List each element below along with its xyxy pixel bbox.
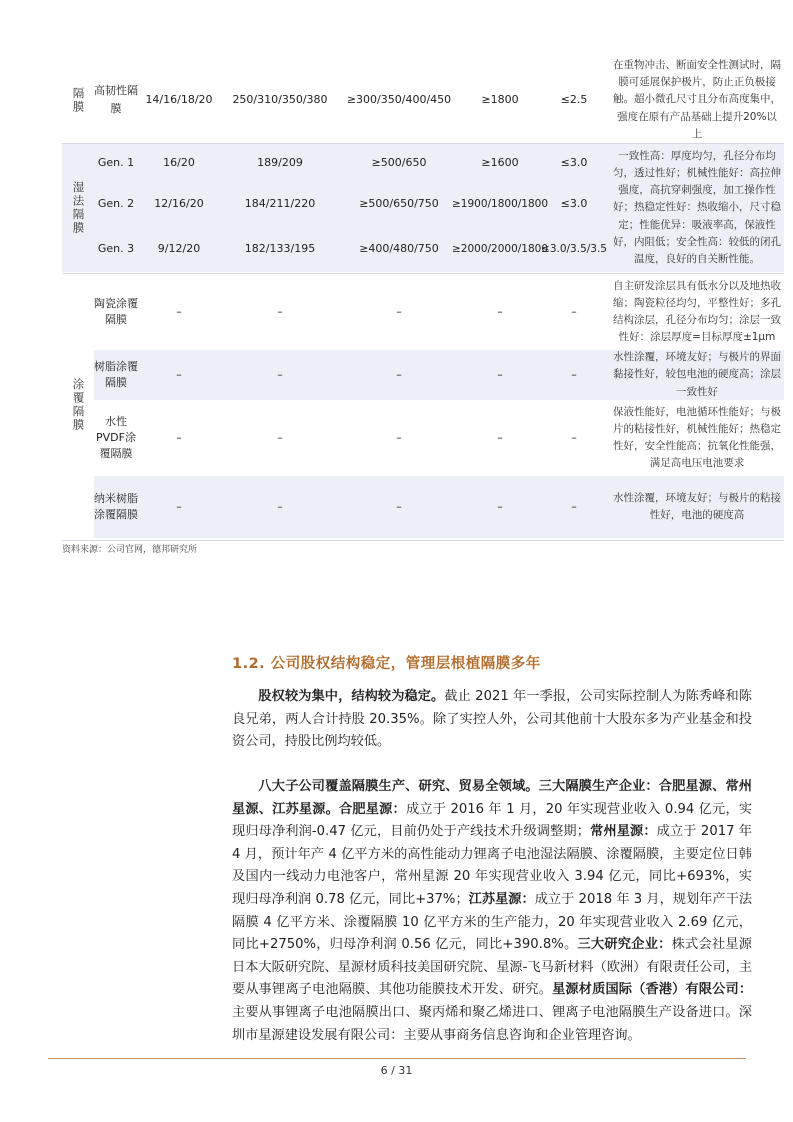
shrinkage: ≤3.0 (560, 197, 588, 210)
paragraph-text: 成立于 2016 年 1 月，20 年实现营业收入 0.94 亿元，实现归母净利润-0.47 亿元，目前仍处于产线技术升级调整期； (232, 801, 753, 840)
subsidiary-group: 三大研究企业： (577, 937, 672, 953)
group-label: 涂覆隔膜 (71, 378, 86, 432)
thickness: – (176, 431, 182, 444)
product-name: Gen. 3 (97, 242, 135, 255)
product-name: 陶瓷涂覆隔膜 (94, 297, 138, 326)
page-number: 6 / 31 (380, 1064, 413, 1077)
row-divider (62, 143, 784, 144)
shrinkage: – (571, 431, 577, 444)
thickness: 16/20 (163, 156, 195, 169)
paragraph-lead: 股权较为集中，结构较为稳定。 (258, 689, 445, 704)
thickness: 12/16/20 (154, 197, 204, 210)
puncture-strength: ≥1600 (481, 156, 519, 169)
feature-description: 自主研发涂层具有低水分以及地热收缩；陶瓷粒径均匀，平整性好；多孔结构涂层，孔径分布均匀；涂层一致性好：涂层厚度=目标厚度±1μm (613, 279, 781, 344)
feature-description: 一致性高：厚度均匀，孔径分布均匀，透过性好；机械性能好：高拉伸强度，高抗穿刺强度，加工操作性好；热稳定性好：热收缩小，尺寸稳定；性能优异：吸液率高，保液性好，内阻低；安全性高：较低的闭孔温度，良好的自关断性能。 (613, 149, 781, 265)
puncture-strength: ≥1800 (481, 93, 519, 106)
tensile-strength: ≥500/650/750 (359, 197, 439, 210)
shrinkage: ≤3.0 (560, 156, 588, 169)
paragraph-text: 成立于 2018 年 3 月，规划年产干法隔膜 4 亿平方米、涂覆隔膜 10 亿平方米的生产能力，20 年实现营业收入 2.69 亿元，同比+2750%，归母净利润 0.56 亿元，同比+390.8%。 (232, 891, 753, 953)
tensile-strength: – (396, 305, 402, 318)
paragraph-shareholding (232, 686, 752, 754)
group-label: 隔膜 (71, 86, 86, 114)
table-row (62, 182, 608, 226)
table-row (62, 400, 784, 476)
feature-description: 在重物冲击、断面安全性测试时，隔膜可延展保护极片，防止正负极接触。超小微孔尺寸且分布高度集中，强度在原有产品基础上提升20%以上 (613, 59, 781, 140)
air-permeability: 189/209 (257, 156, 303, 169)
shrinkage: – (571, 500, 577, 513)
puncture-strength: ≥1900/1800/1800 (451, 198, 549, 210)
air-permeability: – (277, 431, 283, 444)
subsidiary-name: 江苏星源： (468, 891, 535, 907)
group-label: 湿法隔膜 (71, 181, 86, 235)
table-bottom-rule (62, 540, 784, 541)
puncture-strength: – (497, 368, 503, 381)
tensile-strength: ≥300/350/400/450 (346, 93, 452, 106)
product-name: 纳米树脂涂覆隔膜 (94, 492, 138, 521)
product-name: 高韧性隔膜 (94, 84, 138, 115)
feature-description: 保液性能好，电池循环性能好；与极片的粘接性好，机械性能好；热稳定性好，安全性能高；抗氧化性能强，满足高电压电池要求 (613, 405, 781, 470)
shrinkage: ≤2.5 (560, 93, 588, 106)
shrinkage: – (571, 305, 577, 318)
row-divider (62, 273, 784, 274)
table-source-note: 资料来源：公司官网，德邦研究所 (62, 545, 198, 555)
tensile-strength: – (396, 431, 402, 444)
table-row (62, 144, 608, 182)
paragraph-text: 截止 2021 年一季报，公司实际控制人为陈秀峰和陈良兄弟，两人合计持股 20.35%。除了实控人外，公司其他前十大股东多为产业基金和投资公司，持股比例均较低。 (232, 689, 752, 750)
paragraph-text: 主要从事锂离子电池隔膜出口、聚丙烯和聚乙烯进口、锂离子电池隔膜生产设备进口。深圳市星源建设发展有限公司：主要从事商务信息咨询和企业管理咨询。 (232, 1004, 752, 1043)
footer-rule (48, 1058, 746, 1059)
air-permeability: 250/310/350/380 (232, 93, 328, 106)
paragraph-text: 株式会社星源日本大阪研究院、星源材质科技美国研究院、星源-飞马新材料（欧洲）有限责任公司，主要从事锂离子电池隔膜、其他功能膜技术开发、研究。 (232, 937, 752, 998)
subsidiary-name: 星源材质国际（香港）有限公司： (552, 982, 753, 998)
feature-description: 水性涂覆，环境友好；与极片的界面黏接性好，较包电池的硬度高；涂层一致性好 (613, 351, 781, 398)
thickness: 14/16/18/20 (145, 93, 213, 106)
section-title: 1.2. 公司股权结构稳定，管理层根植隔膜多年 (232, 656, 541, 672)
shrinkage: – (571, 368, 577, 381)
thickness: 9/12/20 (157, 242, 201, 255)
air-permeability: – (277, 500, 283, 513)
tensile-strength: – (396, 368, 402, 381)
product-name: Gen. 1 (97, 156, 135, 169)
table-row (62, 226, 608, 272)
shrinkage: ≤3.0/3.5/3.5 (541, 243, 607, 255)
product-name: 树脂涂覆隔膜 (94, 360, 138, 389)
air-permeability: 182/133/195 (244, 242, 316, 255)
paragraph-text: 成立于 2017 年 4 月，预计年产 4 亿平方米的高性能动力锂离子电池湿法隔膜、涂覆隔膜，主要定位日韩及国内一线动力电池客户，常州星源 20 年实现营业收入 3.94 亿元，同比+693%，实现归母净利润 0.78 亿元，同比+37%； (232, 824, 753, 907)
puncture-strength: – (497, 431, 503, 444)
paragraph-subsidiaries (232, 776, 752, 1047)
table-row (94, 350, 784, 400)
feature-description: 水性涂覆，环境友好；与极片的粘接性好，电池的硬度高 (613, 491, 781, 521)
table-row (94, 476, 784, 538)
tensile-strength: ≥500/650 (371, 156, 427, 169)
puncture-strength: ≥2000/2000/1800 (451, 243, 549, 255)
product-name: Gen. 2 (97, 197, 135, 210)
thickness: – (176, 500, 182, 513)
puncture-strength: – (497, 500, 503, 513)
subsidiary-name: 常州星源： (589, 824, 657, 840)
air-permeability: – (277, 305, 283, 318)
air-permeability: – (277, 368, 283, 381)
tensile-strength: – (396, 500, 402, 513)
tensile-strength: ≥400/480/750 (359, 242, 439, 255)
product-name: 水性PVDF涂覆隔膜 (96, 415, 136, 460)
puncture-strength: – (497, 305, 503, 318)
table-row (62, 274, 784, 350)
table-row (62, 58, 784, 142)
thickness: – (176, 305, 182, 318)
air-permeability: 184/211/220 (244, 197, 316, 210)
paragraph-lead: 八大子公司覆盖隔膜生产、研究、贸易全领域。三大隔膜生产企业：合肥星源、常州星源、江苏星源。合肥星源： (232, 779, 752, 817)
thickness: – (176, 368, 182, 381)
